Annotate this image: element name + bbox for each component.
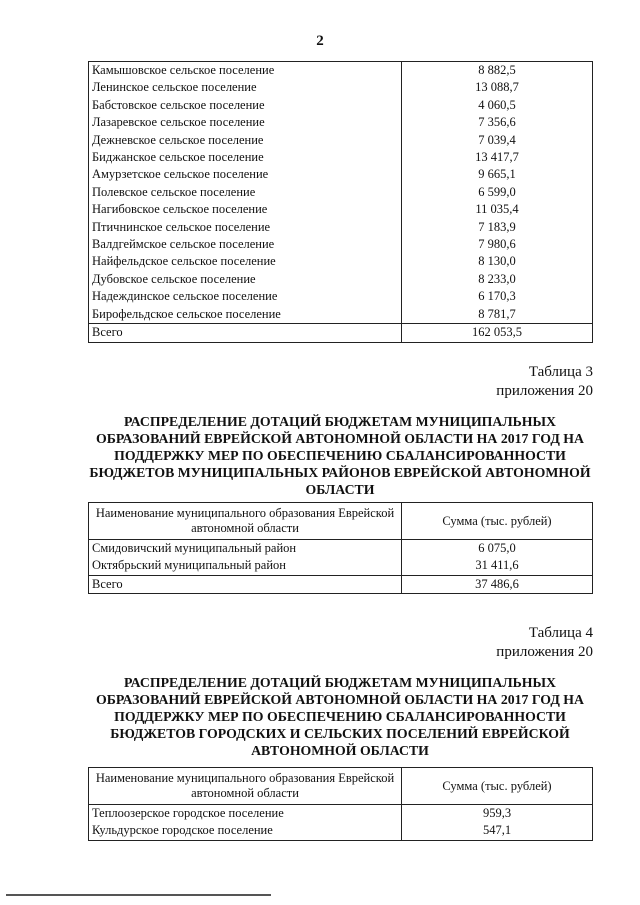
- total-value: 162 053,5: [402, 324, 593, 342]
- header-name-col: Наименование муниципального образования Еврейской автономной области: [89, 768, 402, 805]
- table-4-title: РАСПРЕДЕЛЕНИЕ ДОТАЦИЙ БЮДЖЕТАМ МУНИЦИПАЛЬНЫХ ОБРАЗОВАНИЙ ЕВРЕЙСКОЙ АВТОНОМНОЙ ОБЛАСТИ НА 2017 ГОД НА ПОДДЕРЖКУ МЕР ПО ОБЕСПЕЧЕНИЮ СБАЛАНСИРОВАННОСТИ БЮДЖЕТОВ ГОРОДСКИХ И СЕЛЬСКИХ ПОСЕЛЕНИЙ ЕВРЕЙСКОЙ АВТОНОМНОЙ ОБЛАСТИ: [96, 675, 584, 758]
- table-3: [88, 502, 593, 594]
- header-name-col: Наименование муниципального образования Еврейской автономной области: [89, 503, 402, 540]
- table-row: [89, 132, 593, 149]
- row-name: Теплоозерское городское поселение: [89, 805, 402, 823]
- row-name: Октябрьский муниципальный район: [89, 557, 402, 575]
- total-row: [89, 324, 593, 342]
- row-value: 7 183,9: [402, 219, 593, 236]
- row-name: Камышовское сельское поселение: [89, 62, 402, 80]
- row-name: Бирофельдское сельское поселение: [89, 306, 402, 324]
- row-value: 13 417,7: [402, 149, 593, 166]
- table-3-appendix: приложения 20: [496, 383, 593, 399]
- table-2-continued: [88, 61, 593, 343]
- table-row: [89, 79, 593, 96]
- table-row: [89, 540, 593, 558]
- table-row: [89, 184, 593, 201]
- table-row: [89, 114, 593, 131]
- table-row: [89, 253, 593, 270]
- row-name: Птичнинское сельское поселение: [89, 219, 402, 236]
- row-value: 31 411,6: [402, 557, 593, 575]
- footer-divider-line: [6, 894, 271, 896]
- row-value: 7 356,6: [402, 114, 593, 131]
- row-name: Дежневское сельское поселение: [89, 132, 402, 149]
- table-row: [89, 236, 593, 253]
- table-3-label: [496, 363, 593, 401]
- total-value: 37 486,6: [402, 575, 593, 593]
- page-number: 2: [316, 33, 324, 49]
- row-value: 547,1: [402, 822, 593, 840]
- table-3-number: Таблица 3: [528, 364, 593, 380]
- table-row: [89, 288, 593, 305]
- total-label: Всего: [89, 324, 402, 342]
- table-row: [89, 219, 593, 236]
- table-3-title: РАСПРЕДЕЛЕНИЕ ДОТАЦИЙ БЮДЖЕТАМ МУНИЦИПАЛЬНЫХ ОБРАЗОВАНИЙ ЕВРЕЙСКОЙ АВТОНОМНОЙ ОБЛАСТИ НА 2017 ГОД НА ПОДДЕРЖКУ МЕР ПО ОБЕСПЕЧЕНИЮ СБАЛАНСИРОВАННОСТИ БЮДЖЕТОВ МУНИЦИПАЛЬНЫХ РАЙОНОВ ЕВРЕЙСКОЙ АВТОНОМНОЙ ОБЛАСТИ: [89, 414, 591, 497]
- row-value: 11 035,4: [402, 201, 593, 218]
- row-value: 7 039,4: [402, 132, 593, 149]
- table-4: [88, 767, 593, 841]
- row-name: Бабстовское сельское поселение: [89, 97, 402, 114]
- table-row: [89, 822, 593, 840]
- table-row: [89, 201, 593, 218]
- row-value: 7 980,6: [402, 236, 593, 253]
- header-sum-col: Сумма (тыс. рублей): [402, 768, 593, 805]
- table-row: [89, 557, 593, 575]
- row-value: 8 130,0: [402, 253, 593, 270]
- row-name: Дубовское сельское поселение: [89, 271, 402, 288]
- table-row: [89, 166, 593, 183]
- table-row: [89, 149, 593, 166]
- row-name: Смидовичский муниципальный район: [89, 540, 402, 558]
- row-name: Ленинское сельское поселение: [89, 79, 402, 96]
- row-name: Найфельдское сельское поселение: [89, 253, 402, 270]
- table-row: [89, 805, 593, 823]
- row-value: 6 075,0: [402, 540, 593, 558]
- total-label: Всего: [89, 575, 402, 593]
- row-name: Полевское сельское поселение: [89, 184, 402, 201]
- row-name: Кульдурское городское поселение: [89, 822, 402, 840]
- row-value: 959,3: [402, 805, 593, 823]
- table-header: [89, 768, 593, 805]
- row-value: 9 665,1: [402, 166, 593, 183]
- row-name: Нагибовское сельское поселение: [89, 201, 402, 218]
- row-name: Надеждинское сельское поселение: [89, 288, 402, 305]
- row-value: 6 170,3: [402, 288, 593, 305]
- row-value: 8 233,0: [402, 271, 593, 288]
- row-name: Валдгеймское сельское поселение: [89, 236, 402, 253]
- row-value: 8 781,7: [402, 306, 593, 324]
- row-value: 4 060,5: [402, 97, 593, 114]
- table-row: [89, 62, 593, 80]
- total-row: [89, 575, 593, 593]
- row-name: Амурзетское сельское поселение: [89, 166, 402, 183]
- row-name: Биджанское сельское поселение: [89, 149, 402, 166]
- row-name: Лазаревское сельское поселение: [89, 114, 402, 131]
- table-row: [89, 306, 593, 324]
- table-row: [89, 271, 593, 288]
- table-header: [89, 503, 593, 540]
- table-4-label: [496, 624, 593, 662]
- row-value: 13 088,7: [402, 79, 593, 96]
- row-value: 6 599,0: [402, 184, 593, 201]
- row-value: 8 882,5: [402, 62, 593, 80]
- header-sum-col: Сумма (тыс. рублей): [402, 503, 593, 540]
- table-4-appendix: приложения 20: [496, 644, 593, 660]
- table-row: [89, 97, 593, 114]
- table-4-number: Таблица 4: [528, 625, 593, 641]
